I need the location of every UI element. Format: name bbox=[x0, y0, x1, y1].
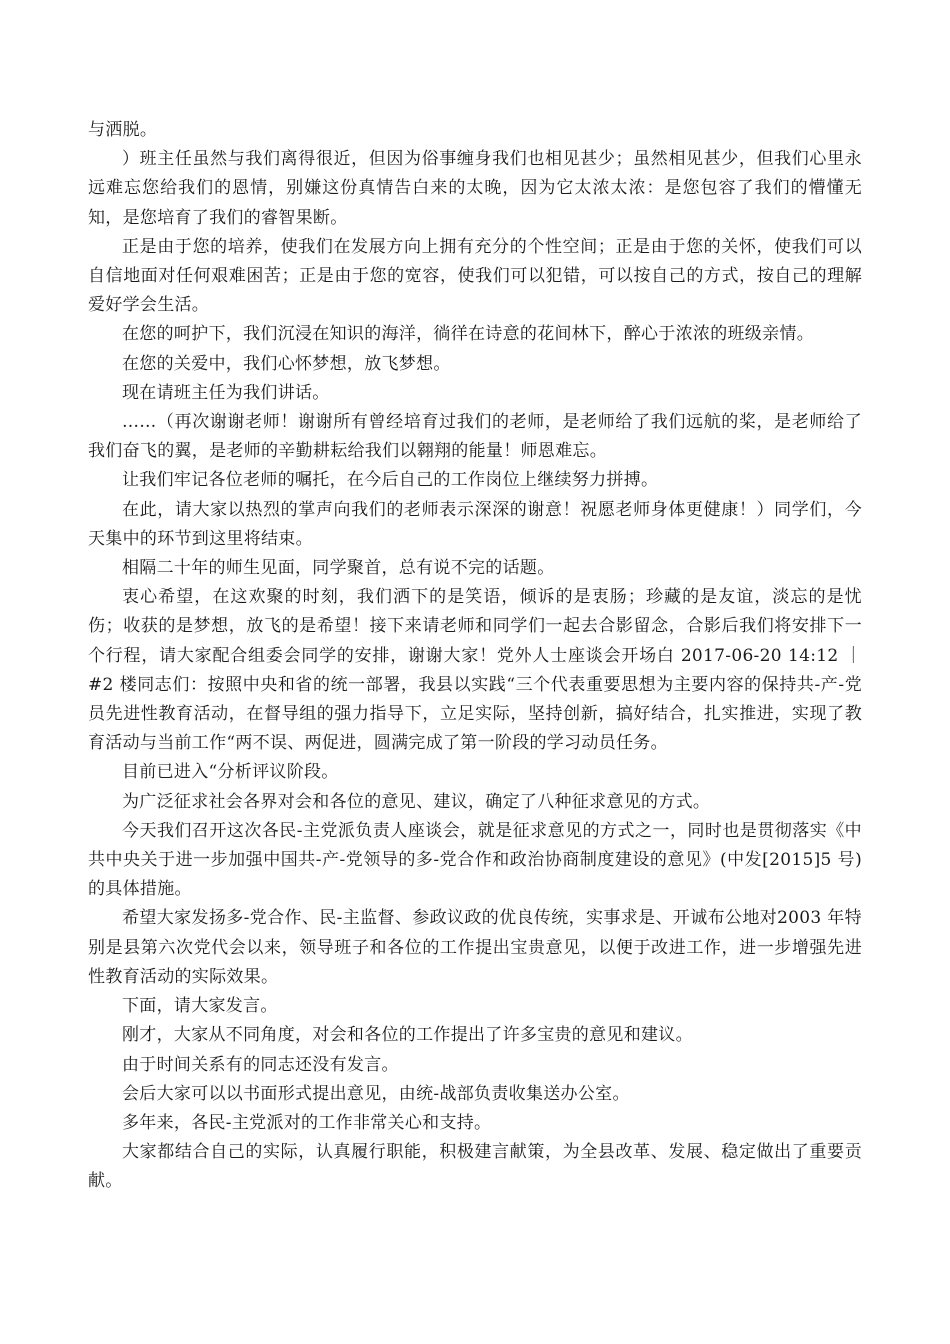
paragraph: 下面，请大家发言。 bbox=[122, 996, 278, 1017]
paragraph: 与洒脱。 bbox=[88, 120, 158, 140]
paragraph: 让我们牢记各位老师的嘱托，在今后自己的工作岗位上继续努力拼搏。 bbox=[122, 470, 659, 491]
paragraph: 在此，请大家以热烈的掌声向我们的老师表示深深的谢意！祝愿老师身体更健康！）同学们，今天集中的环节到这里将结束。 bbox=[88, 499, 862, 549]
paragraph: ……（再次谢谢老师！谢谢所有曾经培育过我们的老师，是老师给了我们远航的桨，是老师给了我们奋飞的翼，是老师的辛勤耕耘给我们以翱翔的能量！师恩难忘。 bbox=[88, 412, 862, 462]
document-body bbox=[88, 116, 862, 1197]
paragraph: 相隔二十年的师生见面，同学聚首，总有说不完的话题。 bbox=[122, 558, 555, 579]
paragraph: 目前已进入“分析评议阶段。 bbox=[122, 762, 339, 783]
paragraph: 衷心希望，在这欢聚的时刻，我们洒下的是笑语，倾诉的是衷肠；珍藏的是友谊，淡忘的是忧伤；收获的是梦想，放飞的是希望！接下来请老师和同学们一起去合影留念，合影后我们将安排下一个行程，请大家配合组委会同学的安排，谢谢大家！党外人士座谈会开场白 2017-06-20 14:12 ｜ #2 楼同志们：按照中央和省的统一部署，我县以实践“三个代表重要思想为主要内容的保持共-产-党员先进性教育活动，在督导组的强力指导下，立足实际，坚持创新，搞好结合，扎实推进，实现了教育活动与当前工作“两不误、两促进，圆满完成了第一阶段的学习动员任务。 bbox=[88, 587, 862, 754]
paragraph: 在您的呵护下，我们沉浸在知识的海洋，徜徉在诗意的花间林下，醉心于浓浓的班级亲情。 bbox=[122, 324, 814, 345]
paragraph: 在您的关爱中，我们心怀梦想，放飞梦想。 bbox=[122, 353, 451, 374]
paragraph: 为广泛征求社会各界对会和各位的意见、建议，确定了八种征求意见的方式。 bbox=[122, 791, 711, 812]
paragraph: 今天我们召开这次各民-主党派负责人座谈会，就是征求意见的方式之一，同时也是贯彻落实《中共中央关于进一步加强中国共-产-党领导的多-党合作和政治协商制度建设的意见》(中发[2015]5 号)的具体措施。 bbox=[88, 820, 862, 900]
paragraph: 刚才，大家从不同角度，对会和各位的工作提出了许多宝贵的意见和建议。 bbox=[122, 1025, 693, 1046]
paragraph: 大家都结合自己的实际，认真履行职能，积极建言献策，为全县改革、发展、稳定做出了重要贡献。 bbox=[88, 1142, 862, 1192]
paragraph: 会后大家可以以书面形式提出意见，由统-战部负责收集送办公室。 bbox=[122, 1083, 630, 1104]
paragraph: 多年来，各民-主党派对的工作非常关心和支持。 bbox=[122, 1112, 492, 1133]
paragraph: 希望大家发扬多-党合作、民-主监督、参政议政的优良传统，实事求是、开诚布公地对2003 年特别是县第六次党代会以来，领导班子和各位的工作提出宝贵意见，以便于改进工作，进一步增强先进性教育活动的实际效果。 bbox=[88, 908, 862, 987]
paragraph: ）班主任虽然与我们离得很近，但因为俗事缠身我们也相见甚少；虽然相见甚少，但我们心里永远难忘您给我们的恩情，别嫌这份真情告白来的太晚，因为它太浓太浓：是您包容了我们的懵懂无知，是您培育了我们的睿智果断。 bbox=[88, 149, 862, 228]
paragraph: 正是由于您的培养，使我们在发展方向上拥有充分的个性空间；正是由于您的关怀，使我们可以自信地面对任何艰难困苦；正是由于您的宽容，使我们可以犯错，可以按自己的方式，按自己的理解爱好学会生活。 bbox=[88, 236, 862, 316]
paragraph: 由于时间关系有的同志还没有发言。 bbox=[122, 1054, 399, 1075]
paragraph: 现在请班主任为我们讲话。 bbox=[122, 382, 330, 403]
